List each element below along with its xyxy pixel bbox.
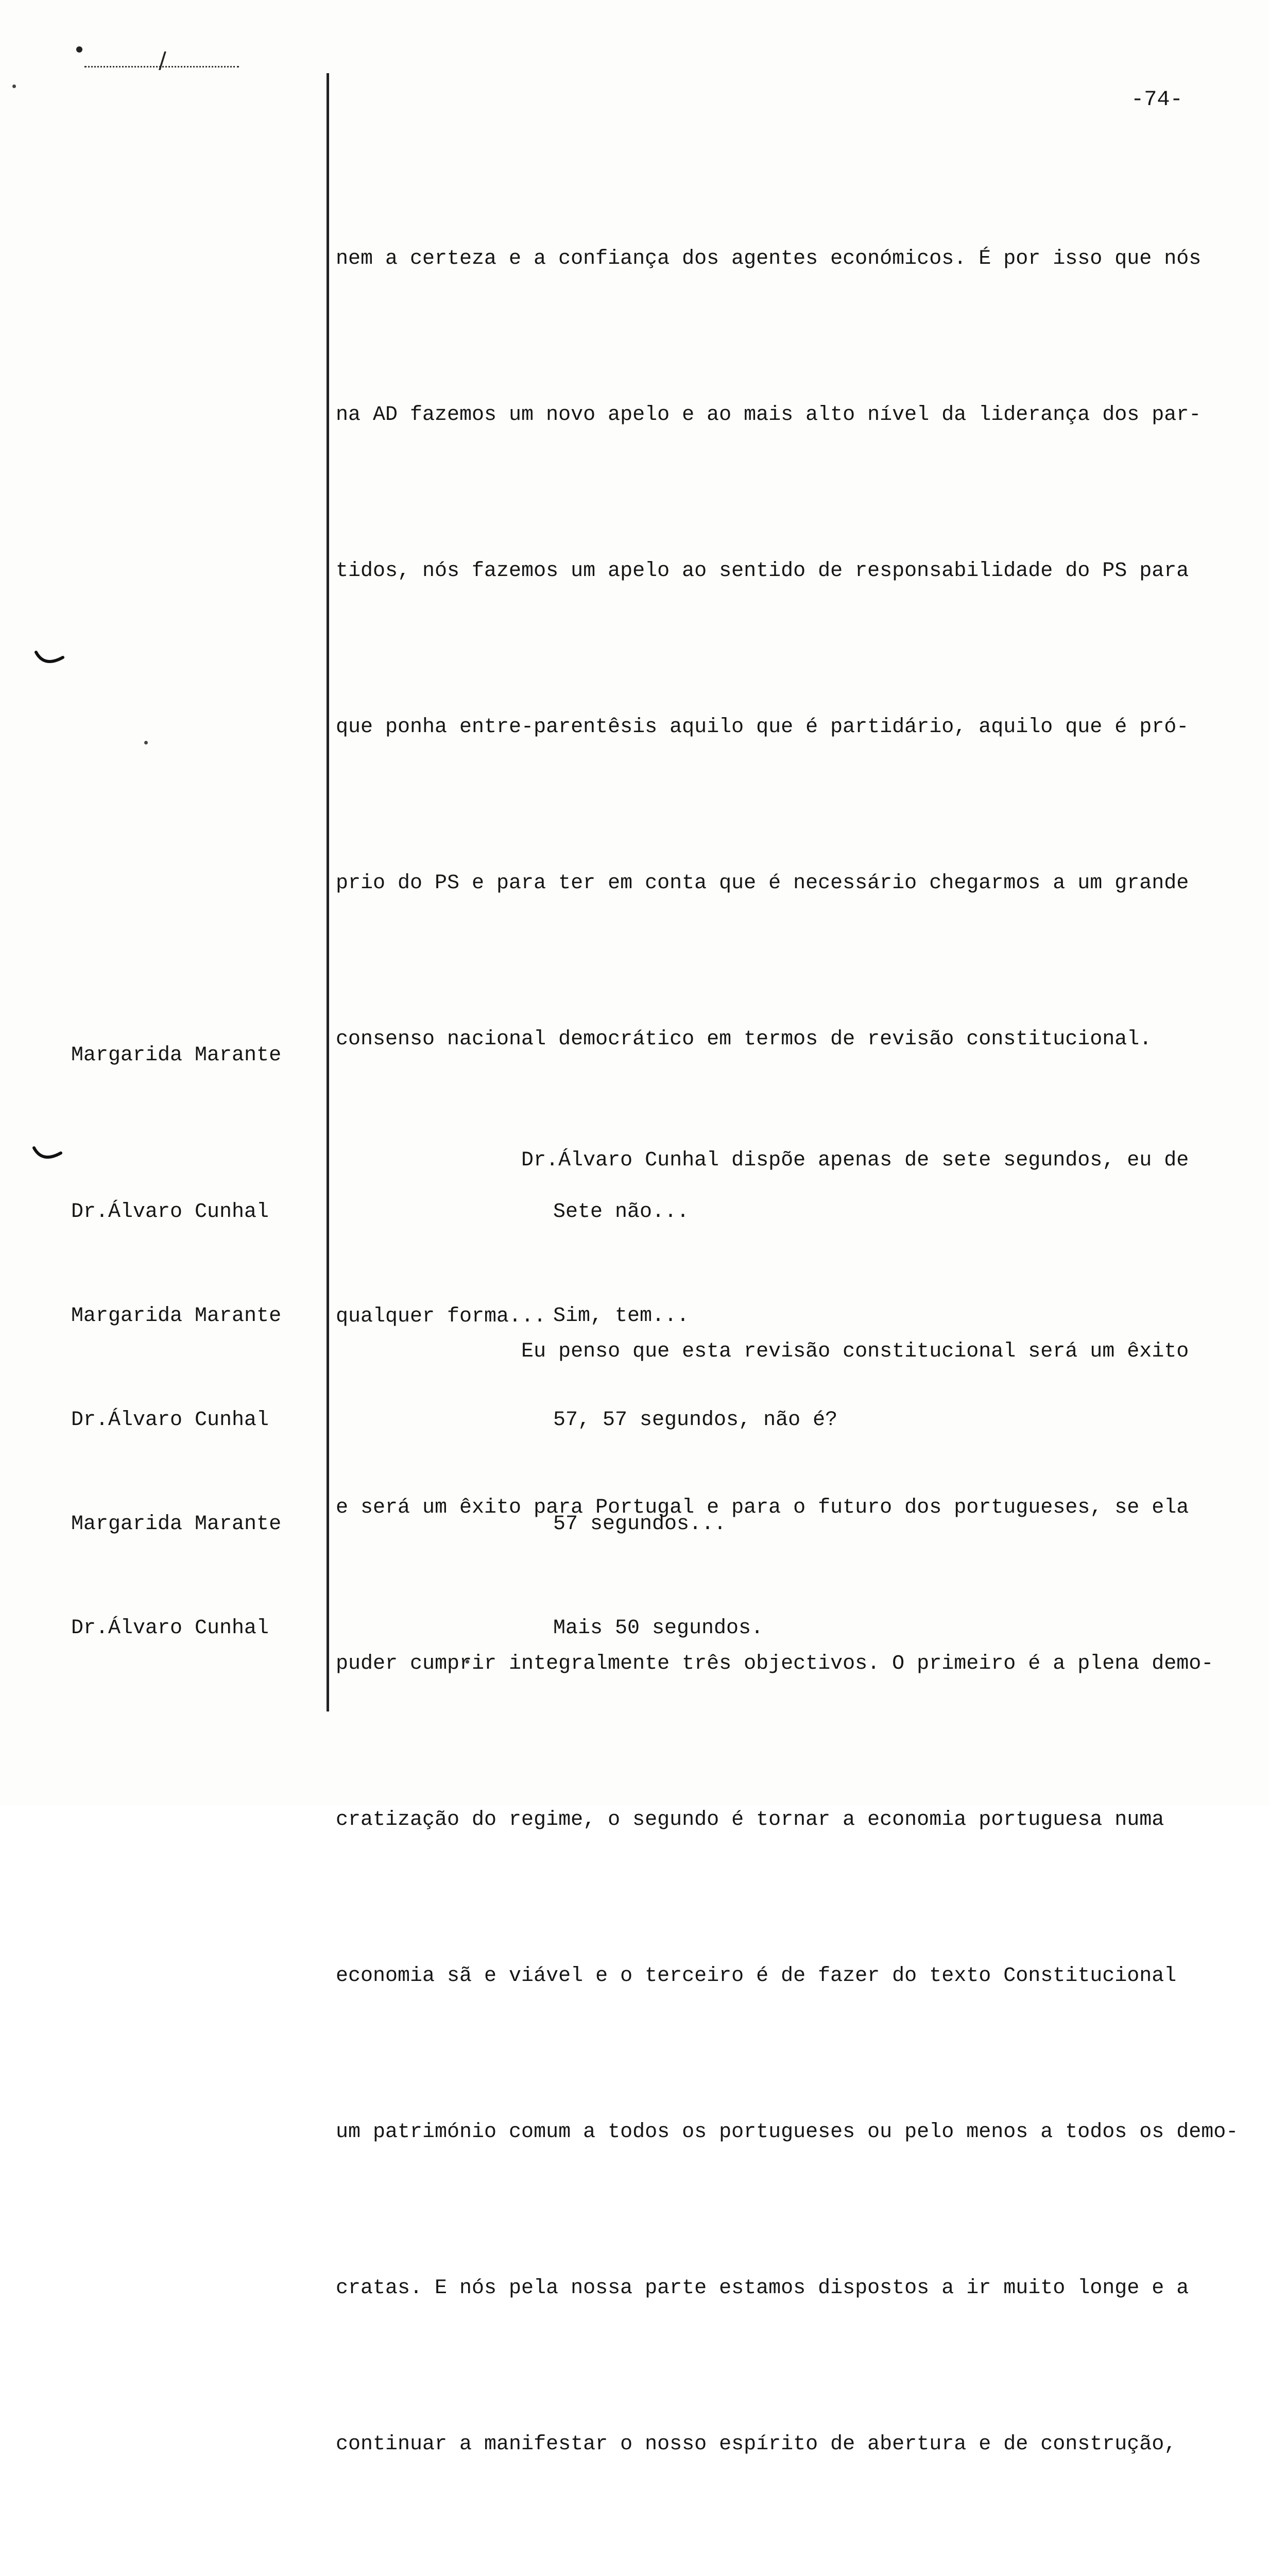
text-line: cratas. E nós pela nossa parte estamos dispostos a ir muito longe e a: [336, 2277, 1189, 2300]
text-line: qualquer forma...: [336, 1305, 546, 1328]
scan-speck: [144, 741, 148, 744]
scan-speck: [12, 84, 16, 88]
speech-text: [336, 1030, 1263, 1447]
margin-curve-mark-2: [32, 1146, 63, 1163]
text-line: um património comum a todos os portugueses ou pelo menos a todos os demo-: [336, 2121, 1239, 2144]
speaker-name: Margarida Marante: [71, 1304, 282, 1328]
page-number: -74-: [1131, 87, 1183, 112]
text-line: consenso nacional democrático em termos de revisão constitucional.: [336, 1028, 1152, 1051]
margin-divider-line: [327, 73, 329, 1711]
text-line: nem a certeza e a confiança dos agentes económicos. É por isso que nós: [336, 247, 1202, 270]
speech-text: Sim, tem...: [553, 1304, 690, 1328]
text-line: Dr.Álvaro Cunhal dispõe apenas de sete segundos, eu de: [336, 1149, 1189, 1172]
text-line: tidos, nós fazemos um apelo ao sentido de responsabilidade do PS para: [336, 560, 1189, 583]
text-line: [336, 2574, 1263, 2576]
speaker-name: Margarida Marante: [71, 1513, 282, 1536]
text-line: cratização do regime, o segundo é tornar a economia portuguesa numa: [336, 1808, 1164, 1832]
text-line: continuar a manifestar o nosso espírito de abertura e de construção,: [336, 2433, 1177, 2456]
text-line: que ponha entre-parentêsis aquilo que é partidário, aquilo que é pró-: [336, 716, 1189, 739]
speech-text: Mais 50 segundos.: [553, 1617, 764, 1640]
speaker-name: Dr.Álvaro Cunhal: [71, 1409, 269, 1432]
text-line: puder cumprir integralmente três objectivos. O primeiro é a plena demo-: [336, 1652, 1214, 1675]
speech-text: 57 segundos...: [553, 1513, 727, 1536]
text-line: economia sã e viável e o terceiro é de fazer do texto Constitucional: [336, 1964, 1177, 1988]
speech-text: Sete não...: [553, 1200, 690, 1224]
text-line: na AD fazemos um novo apelo e ao mais alto nível da liderança dos par-: [336, 403, 1202, 427]
speaker-name: Margarida Marante: [71, 1044, 282, 1067]
text-line: Eu penso que esta revisão constitucional será um êxito: [336, 1340, 1189, 1363]
text-line: e será um êxito para Portugal e para o futuro dos portugueses, se ela: [336, 1496, 1189, 1519]
header-slash-mark: /: [159, 47, 166, 74]
header-dot: [76, 46, 82, 53]
text-line: prio do PS e para ter em conta que é necessário chegarmos a um grande: [336, 872, 1189, 895]
header-marks: [67, 46, 242, 77]
speaker-name: Dr.Álvaro Cunhal: [71, 1200, 269, 1224]
margin-curve-mark-1: [34, 650, 65, 668]
speech-text: 57, 57 segundos, não é?: [553, 1409, 838, 1432]
speaker-name: Dr.Álvaro Cunhal: [71, 1617, 269, 1640]
